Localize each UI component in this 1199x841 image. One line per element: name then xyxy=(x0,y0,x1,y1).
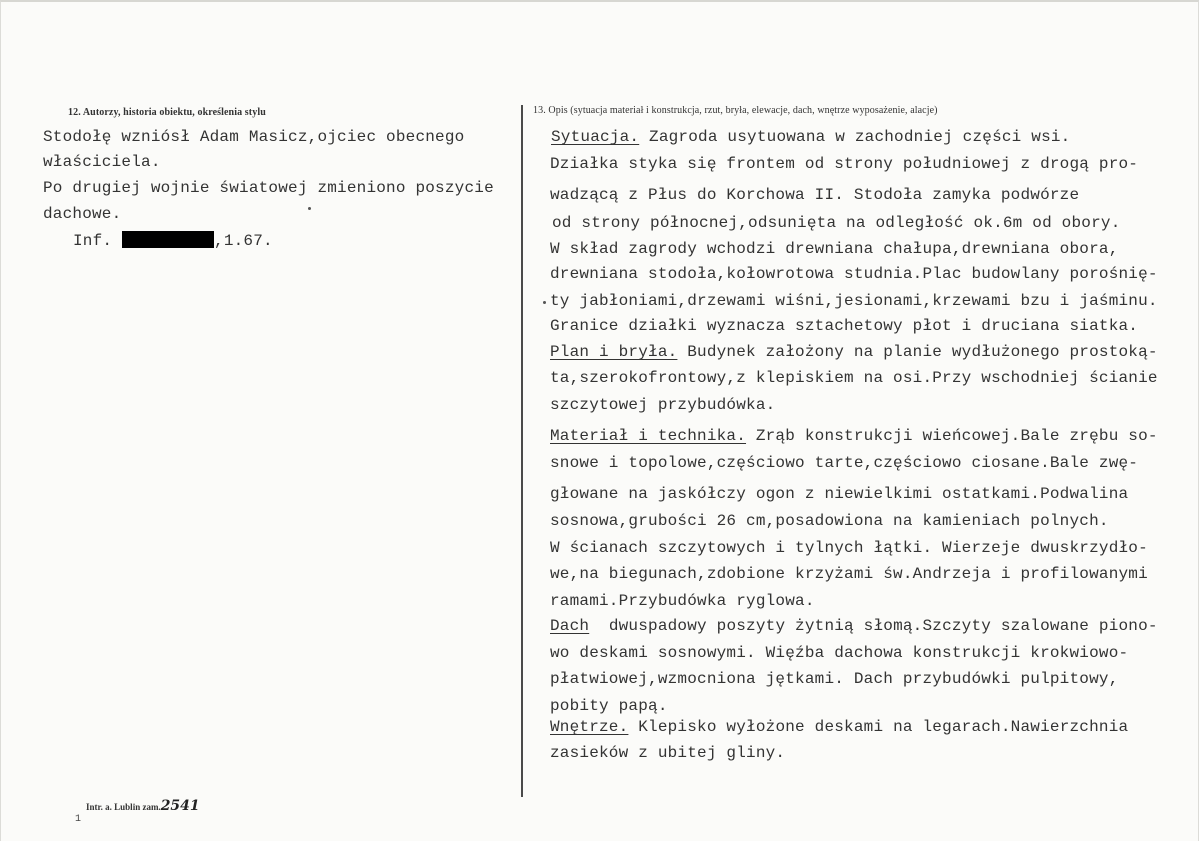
description-line xyxy=(550,240,1119,258)
line-text: W ścianach szczytowych i tylnych łątki. Wierzeje dwuskrzydło- xyxy=(550,539,1148,557)
description-line xyxy=(551,128,1071,146)
left-line: Stodołę wzniósł Adam Masicz,ojciec obecnego xyxy=(43,128,465,146)
line-text: sosnowa,grubości 26 cm,posadowiona na kamieniach polnych. xyxy=(550,512,1109,530)
line-text: ta,szerokofrontowy,z klepiskiem na osi.Przy wschodniej ścianie xyxy=(550,369,1158,387)
line-text: drewniana stodoła,kołowrotowa studnia.Plac budowlany porośnię- xyxy=(550,265,1158,283)
description-line xyxy=(550,485,1128,503)
description-line xyxy=(550,512,1109,530)
line-text: we,na biegunach,zdobione krzyżami św.Andrzeja i profilowanymi xyxy=(550,565,1148,583)
line-text: ty jabłoniami,drzewami wiśni,jesionami,krzewami bzu i jaśminu. xyxy=(550,292,1158,310)
left-line: Po drugiej wojnie światowej zmieniono poszycie xyxy=(43,179,494,197)
section-heading: Materiał i technika. xyxy=(550,427,747,445)
ink-dot xyxy=(308,207,311,210)
left-line: dachowe. xyxy=(43,205,122,223)
stamp-number: 2541 xyxy=(160,798,200,814)
description-line xyxy=(550,644,1128,662)
description-line xyxy=(550,155,1138,173)
right-section-header: 13. Opis (sytuacja materiał i konstrukcja, rzut, bryła, elewacje, dach, wnętrze wyposażenie, alacje) xyxy=(533,105,938,116)
description-line xyxy=(550,343,1158,361)
line-text: Zagroda usytuowana w zachodniej części wsi. xyxy=(639,128,1071,146)
line-text: od strony północnej,odsunięta na odległość ok.6m od obory. xyxy=(552,214,1121,232)
corner-mark: 1 xyxy=(75,814,82,825)
description-line xyxy=(550,539,1148,557)
column-divider xyxy=(521,105,523,797)
description-line xyxy=(550,697,668,715)
line-text: pobity papą. xyxy=(550,697,668,715)
description-line xyxy=(550,369,1158,387)
section-heading: Dach xyxy=(550,617,590,635)
stamp-label: Intr. a. Lublin zam. xyxy=(86,802,161,812)
line-text: Granice działki wyznacza sztachetowy płot i druciana siatka. xyxy=(550,317,1139,335)
description-line xyxy=(550,454,1138,472)
line-text: wadzącą z Płus do Korchowa II. Stodoła zamyka podwórze xyxy=(550,186,1080,204)
description-line xyxy=(550,592,815,610)
description-line xyxy=(550,317,1138,335)
ink-dot xyxy=(543,301,546,304)
line-text: szczytowej przybudówka. xyxy=(550,396,776,414)
line-text: ramami.Przybudówka ryglowa. xyxy=(550,592,815,610)
line-text: wo deskami sosnowymi. Więźba dachowa konstrukcji krokwiowo- xyxy=(550,644,1129,662)
inf-prefix: Inf. xyxy=(73,232,113,250)
left-line: właściciela. xyxy=(43,153,161,171)
line-text: Działka styka się frontem od strony południowej z drogą pro- xyxy=(550,155,1139,173)
line-text: W skład zagrody wchodzi drewniana chałupa,drewniana obora, xyxy=(550,240,1119,258)
section-heading: Sytuacja. xyxy=(551,128,640,146)
description-line xyxy=(550,744,785,762)
line-text: dwuspadowy poszyty żytnią słomą.Szczyty szalowane piono- xyxy=(589,617,1158,635)
line-text: snowe i topolowe,częściowo tarte,częściowo ciosane.Bale zwę- xyxy=(550,454,1139,472)
line-text: Budynek założony na planie wydłużonego prostoką- xyxy=(677,343,1158,361)
description-line xyxy=(550,670,1119,688)
redaction-bar xyxy=(122,231,214,248)
section-heading: Plan i bryła. xyxy=(550,343,678,361)
section-heading: Wnętrze. xyxy=(550,718,629,736)
description-line xyxy=(550,617,1158,635)
description-line xyxy=(550,718,1128,736)
line-text: Zrąb konstrukcji wieńcowej.Bale zrębu so- xyxy=(746,427,1158,445)
inf-line xyxy=(73,231,273,250)
archive-stamp xyxy=(86,798,200,814)
description-line xyxy=(552,214,1121,232)
description-line xyxy=(550,565,1148,583)
description-line xyxy=(550,265,1158,283)
line-text: zasieków z ubitej gliny. xyxy=(550,744,786,762)
line-text: głowane na jaskółczy ogon z niewielkimi ostatkami.Podwalina xyxy=(550,485,1129,503)
line-text: Klepisko wyłożone deskami na legarach.Nawierzchnia xyxy=(628,718,1129,736)
inf-suffix: ,1.67. xyxy=(214,232,273,250)
description-line xyxy=(550,396,775,414)
left-section-header: 12. Autorzy, historia obiektu, określenia stylu xyxy=(68,107,266,118)
description-line xyxy=(550,292,1158,310)
description-line xyxy=(550,186,1079,204)
description-line xyxy=(550,427,1158,445)
line-text: płatwiowej,wzmocniona jętkami. Dach przybudówki pulpitowy, xyxy=(550,670,1119,688)
